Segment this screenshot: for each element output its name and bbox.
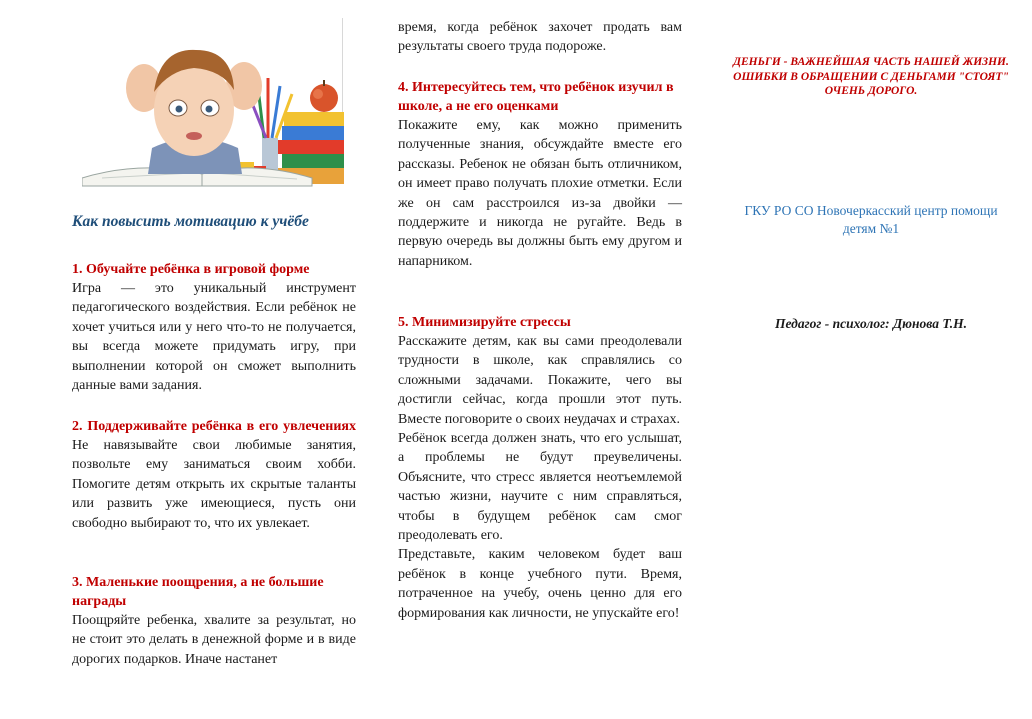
tip-4-heading: 4. Интересуйтесь тем, что ребёнок изучил в школе, а не его оценками xyxy=(398,80,674,114)
tip-3 xyxy=(72,573,356,669)
continuation-text: время, когда ребёнок захочет продать вам результаты своего труда подороже. xyxy=(398,20,682,55)
tip-2 xyxy=(72,417,356,533)
section-title: Как повысить мотивацию к учёбе xyxy=(72,213,309,230)
tip-4-text: Покажите ему, как можно применить полученные знания, обсуждайте вместе его рассказы. Ребенок не обязан быть отличником, он имеет право получать плохие отметки. Если же он сам расстроился из-за двойки — поддержите и никогда не ругайте. Ведь в первую очередь вы должны быть ему другом и напарником. xyxy=(398,118,682,269)
money-quote xyxy=(730,55,1012,99)
tip-5-text-3: Представьте, каким человеком будет ваш ребёнок в конце учебного пути. Время, потраченное на учебу, очень ценно для его формирования как личности, не упускайте его! xyxy=(398,547,682,621)
tip-4 xyxy=(398,78,682,271)
tip-1 xyxy=(72,260,356,395)
tip-5-text: Расскажите детям, как вы сами преодолевали трудности в школе, как справлялись со сложными задачами. Покажите, чего вы достигли сейчас, когда прошли этот путь. Вместе поговорите о своих неудачах и страхах. xyxy=(398,334,682,427)
continuation xyxy=(398,18,682,57)
tip-1-heading: 1. Обучайте ребёнка в игровой форме xyxy=(72,262,310,277)
money-quote-line-1: ДЕНЬГИ - ВАЖНЕЙШАЯ ЧАСТЬ НАШЕЙ ЖИЗНИ. xyxy=(733,56,1009,68)
tip-5-text-2: Ребёнок всегда должен знать, что его услышат, а проблемы не будут преувеличены. Объясните, что стресс является неотъемлемой частью жизни, научите с ним справляться, чтобы в будущем ребёнок сам смог преодолевать его. xyxy=(398,431,682,544)
organization-name: ГКУ РО СО Новочеркасский центр помощи детям №1 xyxy=(744,203,998,236)
tip-1-text: Игра — это уникальный инструмент педагогического воздействия. Если ребёнок не хочет учиться или у него что-то не получается, вы всегда можете придумать игру, при выполнении которой он сможет выполнить данные вами задания. xyxy=(72,281,356,394)
tip-3-text: Поощряйте ребенка, хвалите за результат, но не стоит это делать в денежной форме и в виде дорогих подарков. Иначе настанет xyxy=(72,613,356,667)
author-credit: Педагог - психолог: Дюнова Т.Н. xyxy=(775,316,967,331)
tip-5-heading: 5. Минимизируйте стрессы xyxy=(398,315,571,330)
money-quote-line-2: ОШИБКИ В ОБРАЩЕНИИ С ДЕНЬГАМИ "СТОЯТ" ОЧЕНЬ ДОРОГО. xyxy=(733,70,1009,97)
tip-5 xyxy=(398,313,682,623)
tip-2-text: Не навязывайте свои любимые занятия, позвольте ему заниматься своим хобби. Помогите детям открыть их скрытые таланты или развить уже имеющиеся, пусть они свободно выбирают то, что их увлекает. xyxy=(72,438,356,531)
tip-2-heading: 2. Поддерживайте ребёнка в его увлечениях xyxy=(72,419,356,434)
boy-with-books-and-pencils-image xyxy=(82,28,344,188)
tip-3-heading: 3. Маленькие поощрения, а не большие награды xyxy=(72,575,324,609)
